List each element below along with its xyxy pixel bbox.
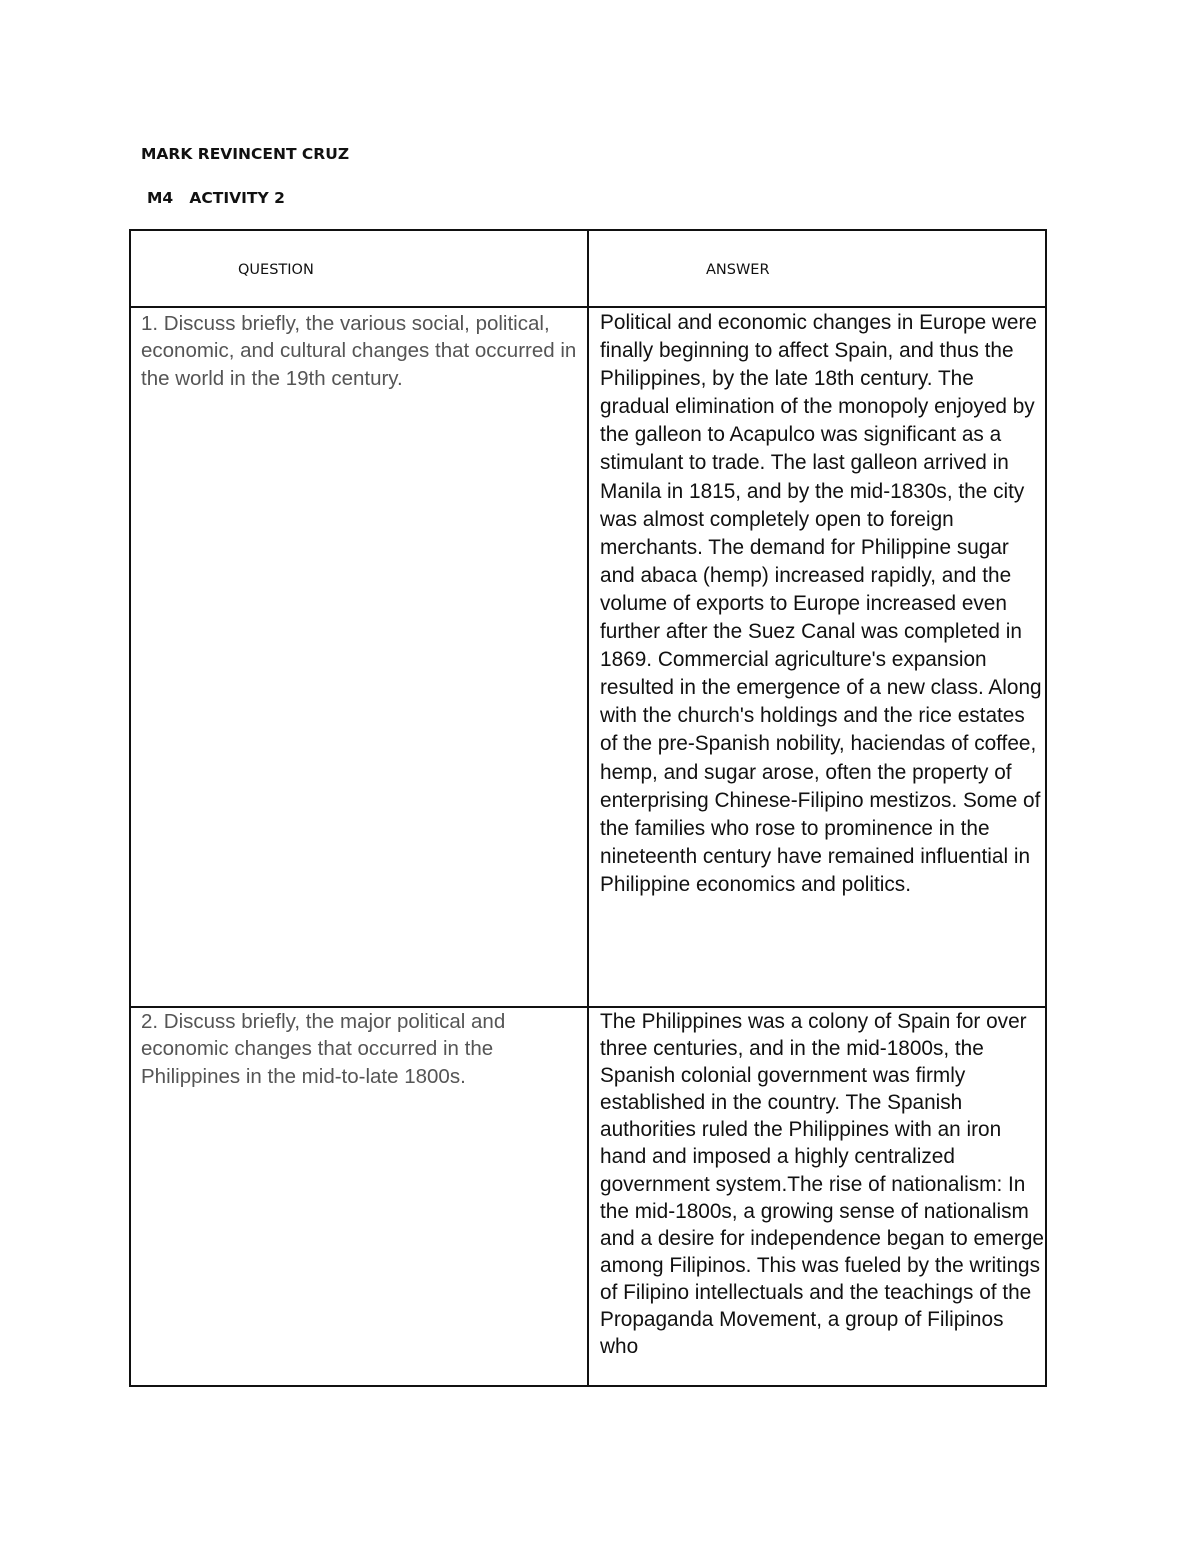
table-border-left xyxy=(129,229,131,1387)
activity-title: M4 ACTIVITY 2 xyxy=(147,189,285,207)
question-2: 2. Discuss briefly, the major political and economic changes that occurred in the Philippines in the mid-to-late 1800s. xyxy=(141,1010,506,1088)
answer-2: The Philippines was a colony of Spain for over three centuries, and in the mid-1800s, the Spanish colonial government was firmly established in the country. The Spanish authorities ruled the Philippines with an iron hand and imposed a highly centralized government system.The rise of nationalism: In the mid-1800s, a growing sense of nationalism and a desire for independence began to emerge among Filipinos. This was fueled by the writings of Filipino intellectuals and the teachings of the Propaganda Movement, a group of Filipinos who xyxy=(600,1010,1044,1359)
qa-table xyxy=(129,229,1047,1387)
student-name: MARK REVINCENT CRUZ xyxy=(141,145,350,163)
column-header-question: QUESTION xyxy=(238,262,314,278)
column-divider xyxy=(587,229,589,1387)
question-1: 1. Discuss briefly, the various social, political, economic, and cultural changes that occurred in the world in the 19th century. xyxy=(141,312,577,390)
table-border-right xyxy=(1045,229,1047,1387)
column-header-answer: ANSWER xyxy=(706,262,770,278)
answer-1: Political and economic changes in Europe were finally beginning to affect Spain, and thus the Philippines, by the late 18th century. The gradual elimination of the monopoly enjoyed by the galleon to Acapulco was significant as a stimulant to trade. The last galleon arrived in Manila in 1815, and by the mid-1830s, the city was almost completely open to foreign merchants. The demand for Philippine sugar and abaca (hemp) increased rapidly, and the volume of exports to Europe increased even further after the Suez Canal was completed in 1869. Commercial agriculture's expansion resulted in the emergence of a new class. Along with the church's holdings and the rice estates of the pre-Spanish nobility, haciendas of coffee, hemp, and sugar arose, often the property of enterprising Chinese-Filipino mestizos. Some of the families who rose to prominence in the nineteenth century have remained influential in Philippine economics and politics. xyxy=(600,311,1042,896)
